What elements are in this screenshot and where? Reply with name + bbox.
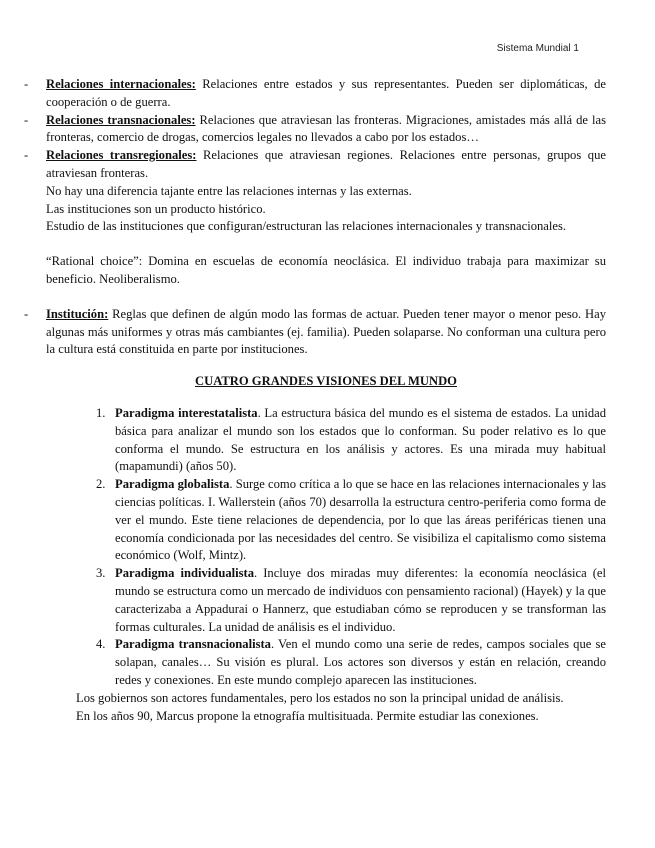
note-line: No hay una diferencia tajante entre las relaciones internas y las externas. [46,183,412,198]
closing-line: Los gobiernos son actores fundamentales, pero los estados no son la principal unidad de análisis. [76,690,564,705]
paradigm-text: . La estructura básica del mundo es el sistema de estados. La unidad básica para analizar el mundo son los estados que lo conforman. Su poder relativo es lo que conforma el mundo. Se estructura en los análisis y actores. Es una mirada muy habitual (mapamundi) (años 50). [115,405,607,474]
list-number: 3. [96,566,106,581]
definition-text: Relaciones entre estados y sus representantes. Pueden ser diplomáticas, de cooperación o de guerra. [46,77,606,109]
paradigm-text: . Incluye dos miradas muy diferentes: la economía neoclásica (el mundo se estructura como un mercado de individuos con pensamiento racional) (Hayek) y la que caracterizaba a Appadurai o Hannerz, que estudiaban cómo se reproducen y se transforman las formas culturales. La unidad de análisis es el individuo. [115,566,606,634]
definition-transnational [24,112,607,148]
paradigm-title: Paradigma globalista [115,477,230,492]
definition-text: Relaciones que atraviesan regiones. Relaciones entre personas, grupos que atraviesan fronteras. [46,148,606,180]
definition-term: Relaciones transnacionales: [46,112,196,127]
section-title: CUATRO GRANDES VISIONES DEL MUNDO [195,374,457,389]
bullet-dash: - [24,112,29,127]
paradigm-title: Paradigma interestatalista [115,405,258,420]
list-number: 4. [96,637,106,652]
closing-line: En los años 90, Marcus propone la etnografía multisituada. Permite estudiar las conexiones. [76,708,539,723]
definition-text: Reglas que definen de algún modo las formas de actuar. Pueden tener mayor o menor peso. Hay algunas más uniformes y otras más cambiantes (ej. familia). Pueden solaparse. No conforman una cultura pero la cultura está constituida en parte por instituciones. [46,306,606,357]
definition-text: Relaciones que atraviesan las fronteras. Migraciones, amistades más allá de las fronteras, comercio de drogas, comercios legales no llevados a cabo por los estados… [46,112,607,145]
bullet-dash: - [24,306,29,321]
rational-choice-paragraph: “Rational choice”: Domina en escuelas de economía neoclásica. El individuo trabaja para maximizar su beneficio. Neoliberalismo. [46,254,606,286]
bullet-dash: - [24,77,29,91]
visions-list [46,405,606,690]
paradigm-text: . Ven el mundo como una serie de redes, campos sociales que se solapan, canales… Su visión es plural. Los actores son diversos y están en relación, creando redes y conexiones. En este mundo complejo aparecen las instituciones. [115,637,606,687]
vision-item [96,565,606,636]
definition-term: Relaciones internacionales: [46,77,196,91]
bullet-dash: - [24,148,29,163]
list-number: 1. [96,405,106,420]
paradigm-title: Paradigma transnacionalista [115,637,271,652]
definition-term: Institución: [46,306,109,321]
definition-term: Relaciones transregionales: [46,148,197,163]
page-header: Sistema Mundial 1 [496,43,579,54]
definition-transregional [24,147,606,183]
paradigm-text: . Surge como crítica a lo que se hace en las relaciones internacionales y las ciencias políticas. I. Wallerstein (años 70) desarrolla la estructura centro-periferia como forma de ver el mundo. Este tiene relaciones de dependencia, por lo que las áreas periféricas tienen una economía condicionada por las necesidades del centro. Se visibiliza el capitalismo como sistema económico (Wolf, Mintz). [115,477,606,563]
definition-international [24,76,606,112]
list-number: 2. [96,477,106,492]
note-line: Las instituciones son un producto histórico. [46,201,266,216]
vision-item [96,476,606,565]
vision-item [96,636,606,689]
definition-institucion [24,306,606,359]
paradigm-title: Paradigma individualista [115,566,255,581]
document-body [24,76,607,725]
note-line: Estudio de las instituciones que configuran/estructuran las relaciones internacionales y transnacionales. [46,219,567,234]
vision-item [96,405,607,476]
